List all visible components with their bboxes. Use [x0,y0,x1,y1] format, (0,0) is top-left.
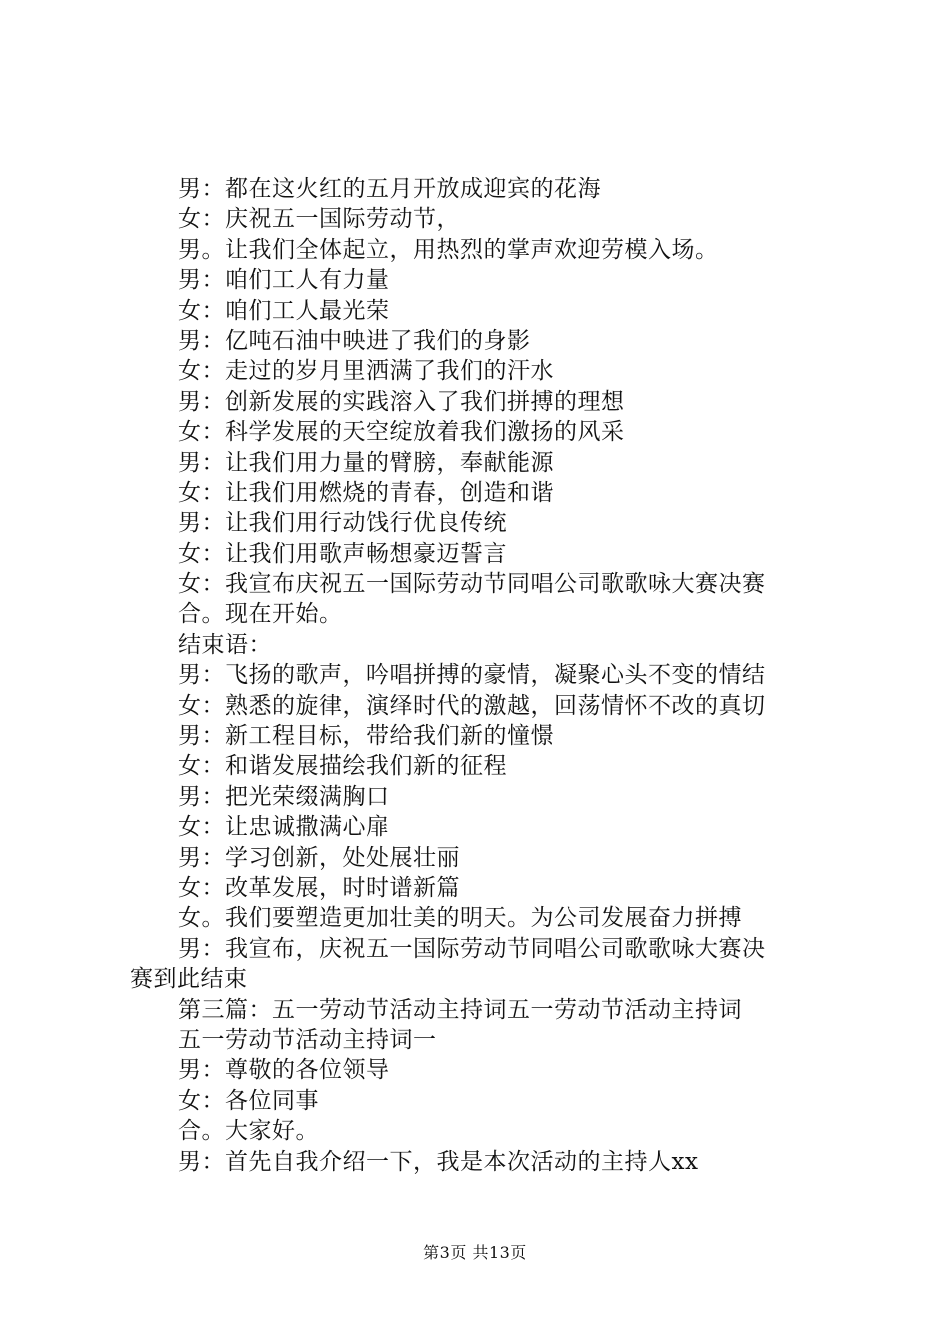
text-line: 男：飞扬的歌声，吟唱拼搏的豪情，凝聚心头不变的情结 [178,662,766,689]
text-line: 男：尊敬的各位领导 [178,1057,390,1084]
text-line: 合。大家好。 [178,1118,319,1145]
text-line: 女：庆祝五一国际劳动节， [178,206,460,233]
text-line: 男：首先自我介绍一下，我是本次活动的主持人xx [178,1148,699,1175]
text-line: 男：让我们用行动饯行优良传统 [178,510,507,537]
document-body [130,174,835,1177]
text-line: 男：学习创新，处处展壮丽 [178,844,460,871]
text-line: 女：让我们用燃烧的青春，创造和谐 [178,479,554,506]
text-line: 男：咱们工人有力量 [178,267,390,294]
text-line: 女：咱们工人最光荣 [178,297,390,324]
text-line: 女：科学发展的天空绽放着我们激扬的风采 [178,419,625,446]
text-line: 男：新工程目标，带给我们新的憧憬 [178,723,554,750]
page-footer: 第3页 共13页 [423,1243,527,1262]
text-line: 女：各位同事 [178,1087,319,1114]
text-line: 女。我们要塑造更加壮美的明天。为公司发展奋力拼搏 [178,905,742,932]
text-line: 五一劳动节活动主持词一 [178,1026,437,1053]
text-line: 男：我宣布，庆祝五一国际劳动节同唱公司歌歌咏大赛决 [178,935,766,962]
text-line: 结束语： [178,631,272,658]
text-line: 男：亿吨石油中映进了我们的身影 [178,327,531,354]
text-line: 女：和谐发展描绘我们新的征程 [178,753,507,780]
text-line: 男：让我们用力量的臂膀，奉献能源 [178,449,554,476]
text-line: 女：我宣布庆祝五一国际劳动节同唱公司歌歌咏大赛决赛 [178,571,766,598]
text-line: 男：把光荣缀满胸口 [178,783,390,810]
text-line: 男。让我们全体起立，用热烈的掌声欢迎劳模入场。 [178,236,719,263]
text-line: 女：让我们用歌声畅想豪迈誓言 [178,540,507,567]
text-line: 女：让忠诚撒满心扉 [178,814,390,841]
text-line: 男：都在这火红的五月开放成迎宾的花海 [178,176,601,202]
text-line: 合。现在开始。 [178,601,343,628]
text-line: 女：走过的岁月里洒满了我们的汗水 [178,358,554,385]
text-line: 女：熟悉的旋律，演绎时代的激越，回荡情怀不改的真切 [178,692,766,719]
text-line: 女：改革发展，时时谱新篇 [178,874,460,901]
text-line: 男：创新发展的实践溶入了我们拼搏的理想 [178,388,625,415]
text-line: 赛到此结束 [130,966,248,993]
text-line: 第三篇：五一劳动节活动主持词五一劳动节活动主持词 [178,996,742,1023]
